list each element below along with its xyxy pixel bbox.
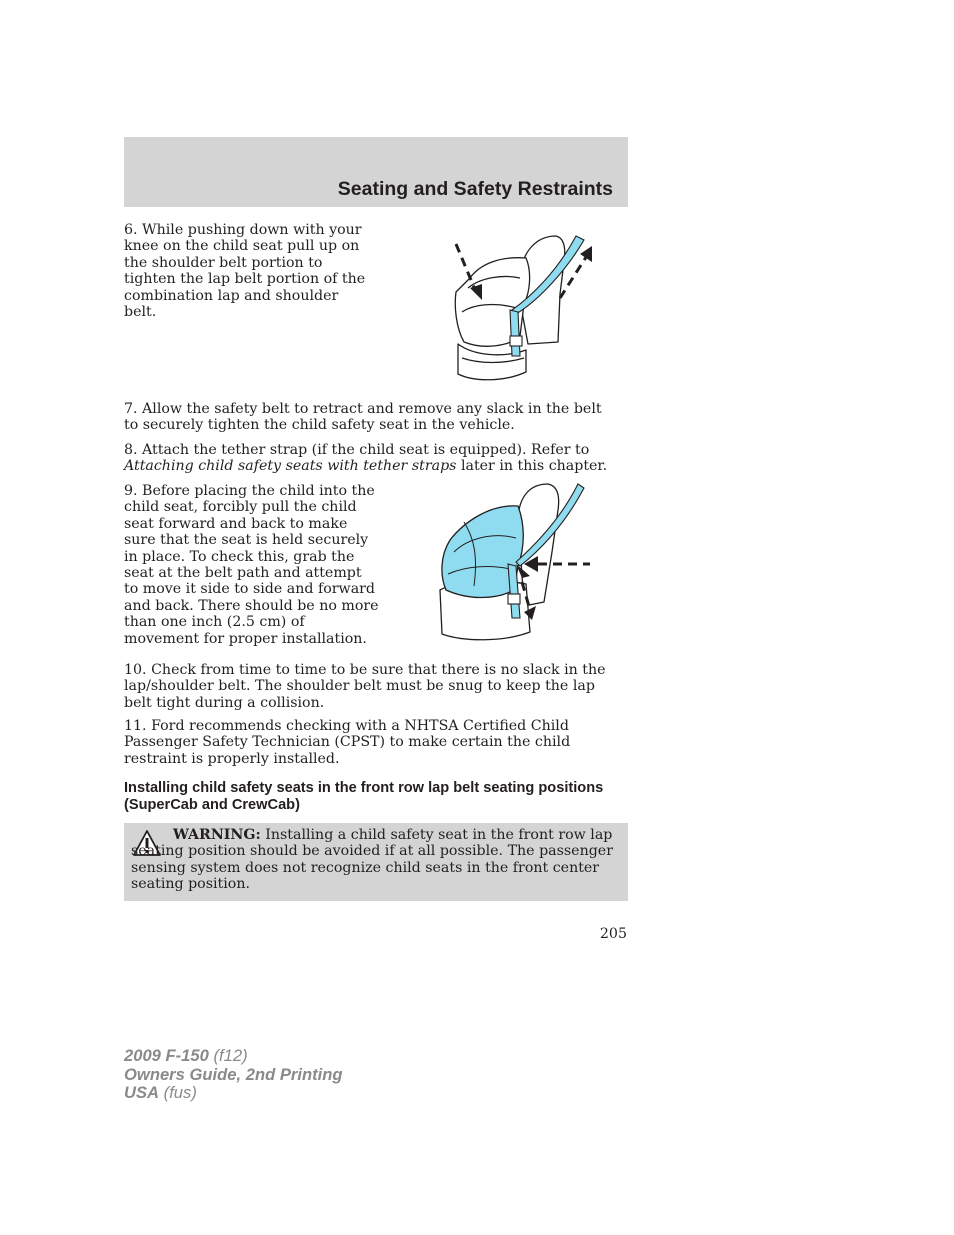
child-seat-tighten-illustration [440, 232, 600, 384]
section-heading: Installing child safety seats in the front row lap belt seating positions (SuperCab and CrewCab) [124, 780, 604, 813]
warning-text [131, 827, 621, 893]
child-seat-movement-illustration [434, 482, 606, 646]
footer-market: USA [124, 1083, 160, 1102]
footer-model: 2009 F-150 [124, 1046, 209, 1065]
step-6-text: 6. While pushing down with your knee on the child seat pull up on the shoulder belt portion to tighten the lap belt portion of the combination lap and shoulder belt. [124, 222, 366, 321]
footer-market-code: (fus) [163, 1083, 197, 1102]
warning-box [124, 823, 628, 901]
warning-body: Installing a child safety seat in the front row lap seating position should be avoided if at all possible. The passenger sensing system does not recognize child seats in the front center seating position. [131, 827, 613, 893]
step-8-prefix: 8. Attach the tether strap (if the child seat is equipped). Refer to [124, 442, 590, 458]
step-7-text: 7. Allow the safety belt to retract and remove any slack in the belt to securely tighten the child safety seat in the vehicle. [124, 401, 602, 434]
step-8-suffix: later in this chapter. [460, 458, 608, 475]
footer-line-1 [124, 1047, 343, 1066]
footer-model-code: (f12) [213, 1046, 248, 1065]
step-8-reference: Attaching child safety seats with tether straps [124, 458, 457, 475]
footer-guide: Owners Guide, 2nd Printing [124, 1064, 343, 1084]
section-title: Seating and Safety Restraints [337, 178, 613, 200]
footer [124, 1047, 343, 1103]
footer-line-3 [124, 1084, 343, 1103]
footer-line-2 [124, 1066, 343, 1085]
warning-label: WARNING: [173, 827, 261, 843]
step-8-text [124, 442, 614, 475]
step-9-text: 9. Before placing the child into the child seat, forcibly pull the child seat forward and back to make sure that the seat is held securely in place. To check this, grab the seat at the belt path and attempt to move it side to side and forward and back. There should be no more than one inch (2.5 cm) of movement for proper installation. [124, 483, 379, 647]
step-11-text: 11. Ford recommends checking with a NHTSA Certified Child Passenger Safety Technician (CPST) to make certain the child restraint is properly installed. [124, 718, 571, 767]
section-header-band [124, 137, 628, 207]
page-number: 205 [599, 926, 627, 942]
step-10-text: 10. Check from time to time to be sure that there is no slack in the lap/shoulder belt. The shoulder belt must be snug to keep the lap belt tight during a collision. [124, 662, 606, 711]
